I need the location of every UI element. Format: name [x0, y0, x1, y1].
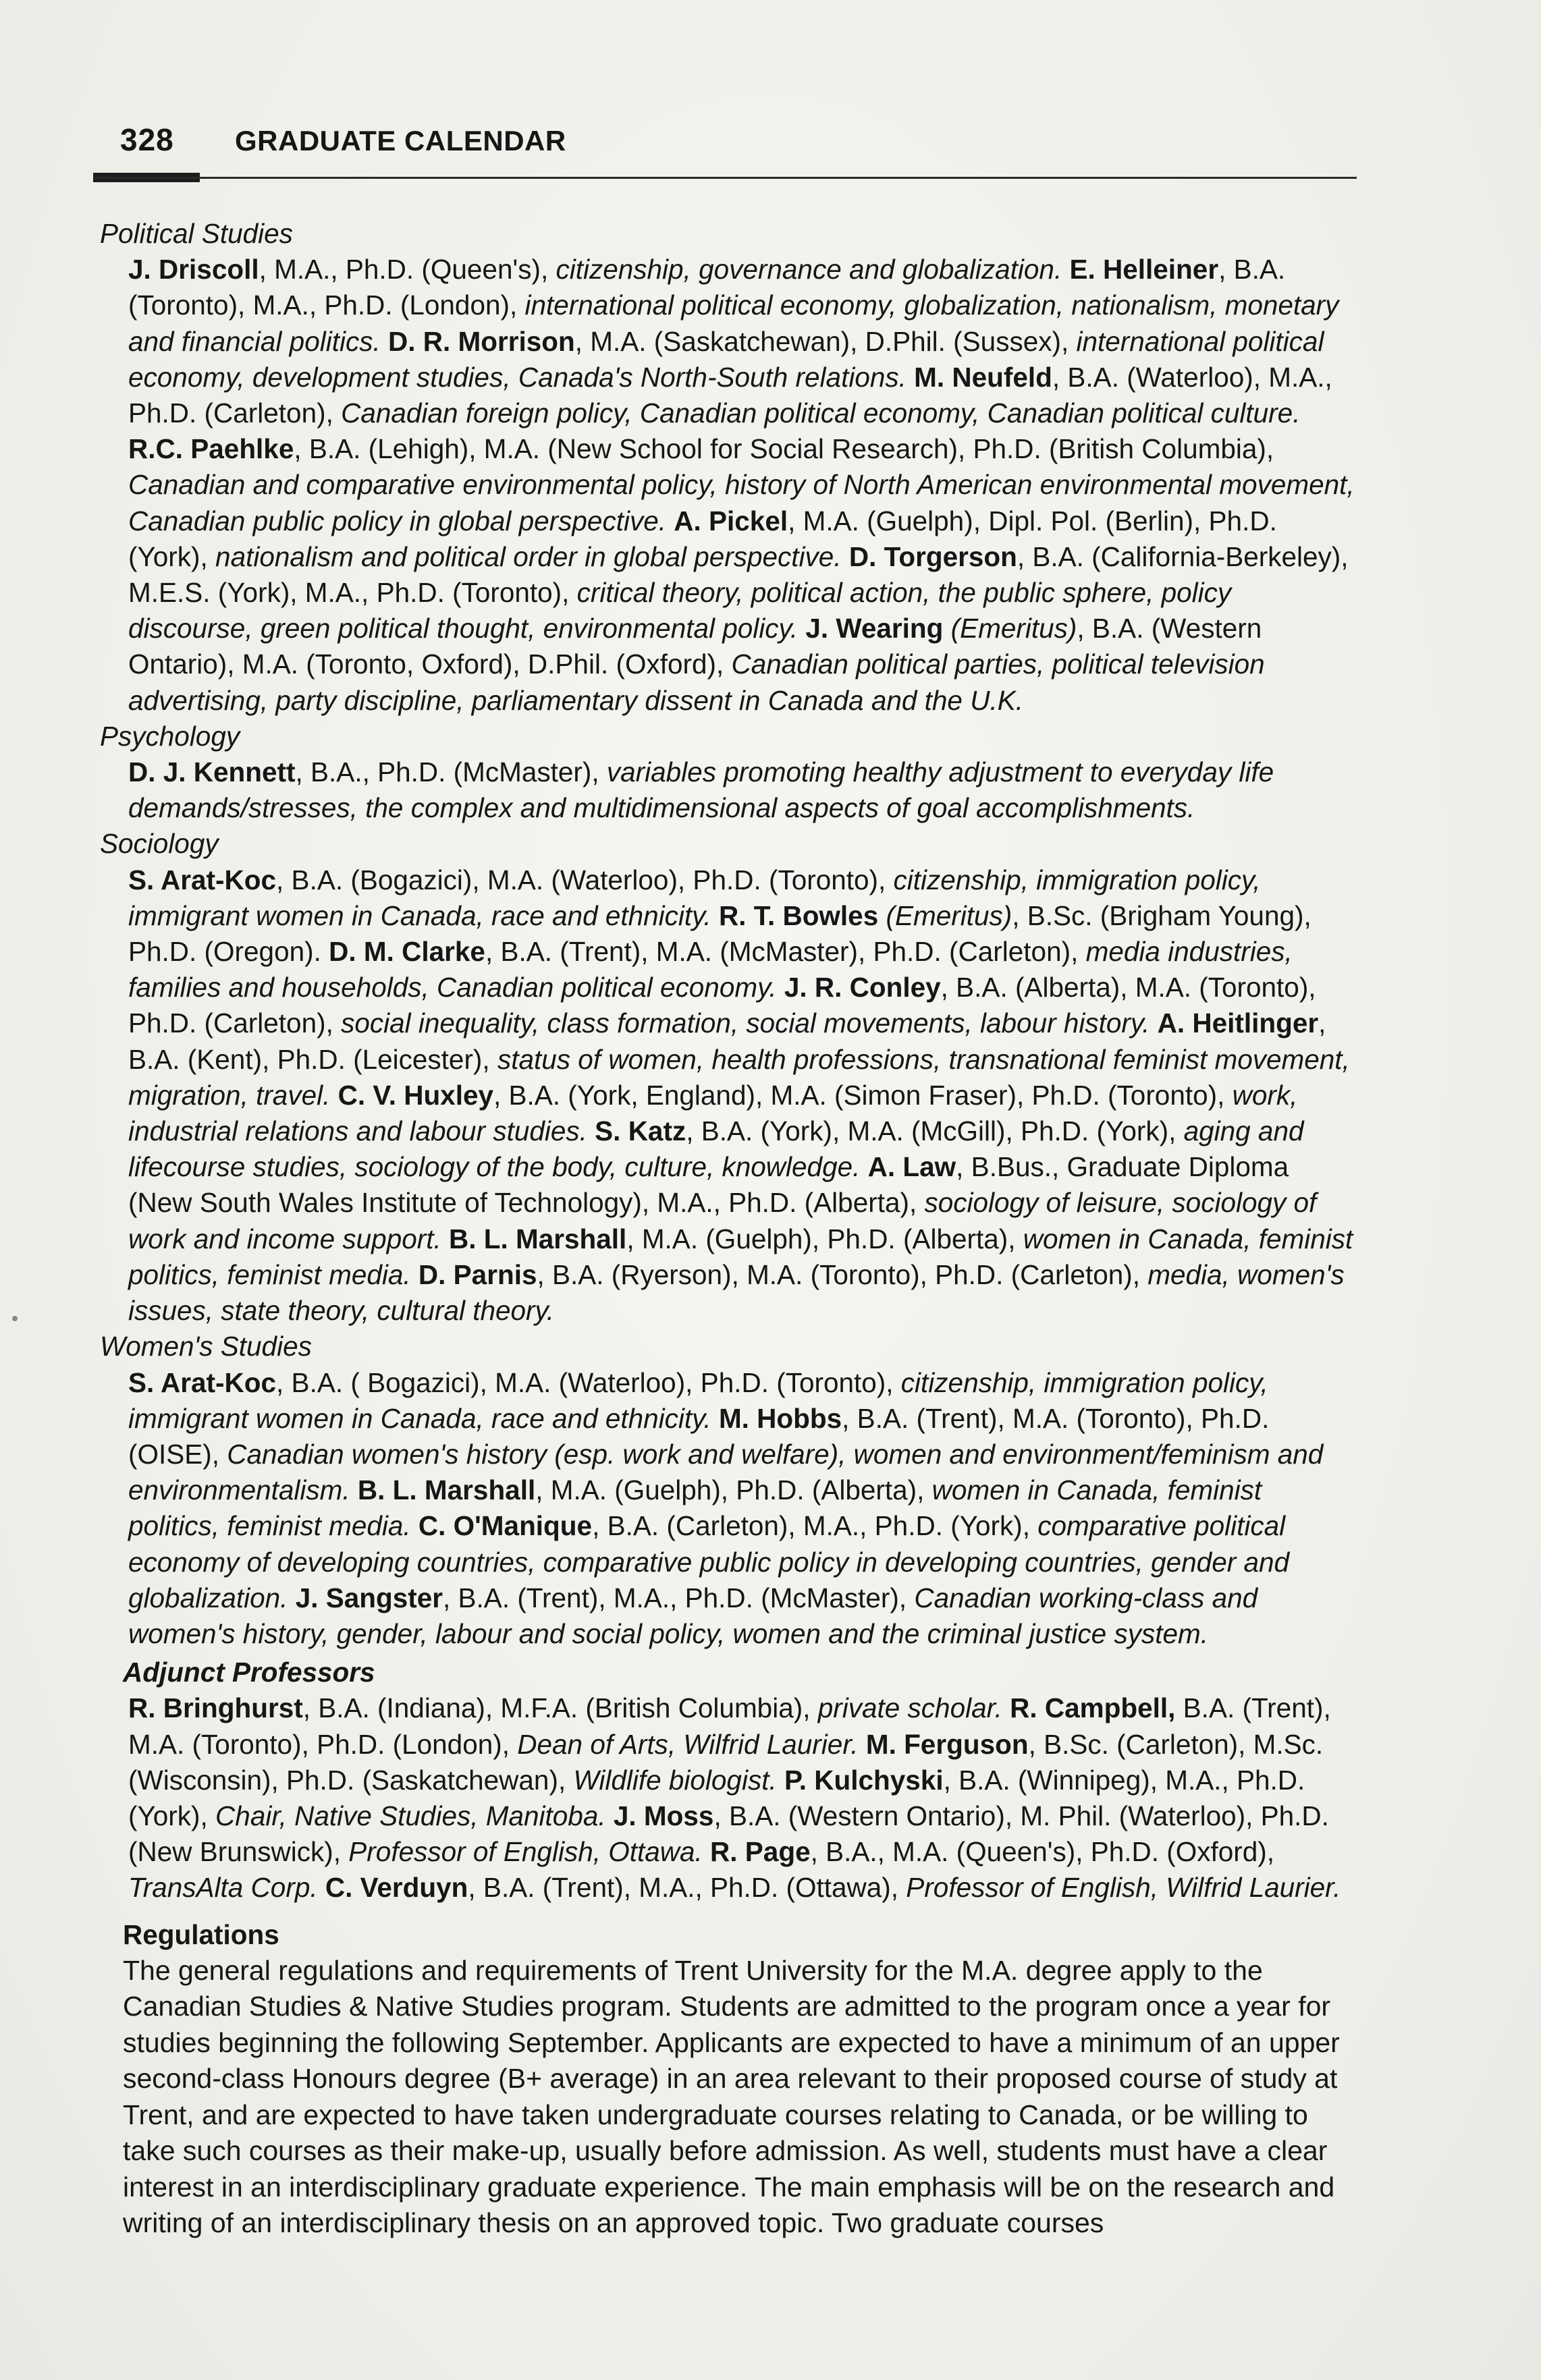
faculty-name: S. Katz [595, 1115, 686, 1147]
faculty-credentials: , B.A. (Ryerson), M.A. (Toronto), Ph.D. (Carleton), [537, 1258, 1148, 1290]
faculty-interests: media industries, families and households, Canadian political economy. [128, 936, 1293, 1003]
section-entries-adjunct [88, 1690, 1357, 1906]
faculty-interests: women in Canada, feminist politics, feminist media. [128, 1223, 1353, 1290]
faculty-interests: Canadian women's history (esp. work and welfare), women and environment/feminism and environmentalism. [128, 1438, 1324, 1506]
faculty-credentials: , B.A. (Trent), M.A. (McMaster), Ph.D. (Carleton), [485, 936, 1086, 968]
section-heading-political-studies: Political Studies [100, 218, 293, 249]
faculty-name: D. Parnis [418, 1258, 537, 1290]
faculty-name: C. Verduyn [325, 1872, 468, 1904]
faculty-credentials: , B.A. (Trent), M.A. (Toronto), Ph.D. (OISE), [128, 1402, 1270, 1470]
faculty-name: R. T. Bowles [718, 900, 879, 931]
regulations-paragraph: The general regulations and requirements of Trent University for the M.A. degree apply to the Canadian Studies & Native Studies program. Students are admitted to the program once a year for studies beginning the following September. Applicants are expected to have a minimum of an upper second-class Honours degree (B+ average) in an area relevant to their proposed course of study at Trent, and are expected to have taken undergraduate courses relating to Canada, or be willing to take such courses as their make-up, usually before admission. As well, students must have a clear interest in an interdisciplinary graduate experience. The main emphasis will be on the research and writing of an interdisciplinary thesis on an approved topic. Two graduate courses [123, 1954, 1340, 2239]
faculty-credentials: , B.Sc. (Brigham Young), Ph.D. (Oregon). [128, 900, 1312, 968]
faculty-interests: Professor of English, Ottawa. [348, 1836, 703, 1868]
faculty-credentials: , B.A. (Waterloo), M.A., Ph.D. (Carleton), [128, 361, 1332, 429]
faculty-credentials: , M.A. (Guelph), Ph.D. (Alberta), [535, 1474, 932, 1506]
faculty-name: E. Helleiner [1069, 254, 1219, 285]
faculty-entry [325, 1872, 1341, 1903]
section-entries-psychology [88, 754, 1357, 826]
faculty-name: A. Heitlinger [1157, 1007, 1319, 1039]
faculty-name: S. Arat-Koc [128, 864, 277, 895]
faculty-name: R.C. Paehlke [128, 433, 294, 465]
faculty-name: D. M. Clarke [329, 936, 485, 968]
emeritus-label: (Emeritus) [943, 613, 1077, 644]
faculty-credentials: , B.A. (Lehigh), M.A. (New School for Social Research), Ph.D. (British Columbia), [294, 433, 1274, 465]
faculty-credentials: , M.A. (Saskatchewan), D.Phil. (Sussex), [574, 325, 1077, 357]
faculty-name: M. Hobbs [718, 1402, 842, 1434]
faculty-interests: Dean of Arts, Wilfrid Laurier. [517, 1728, 859, 1760]
faculty-credentials: , B.Bus., Graduate Diploma (New South Wales Institute of Technology), M.A., Ph.D. (Alberta), [128, 1151, 1289, 1219]
faculty-interests: international political economy, globalization, nationalism, monetary and financial politics. [128, 289, 1339, 357]
faculty-interests: Wildlife biologist. [573, 1764, 777, 1796]
faculty-name: D. Torgerson [848, 541, 1017, 572]
faculty-interests: Canadian and comparative environmental policy, history of North American environmental movement, Canadian public policy in global perspective. [128, 469, 1355, 536]
faculty-credentials: , B.A. (Toronto), M.A., Ph.D. (London), [128, 254, 1286, 321]
faculty-interests: private scholar. [817, 1692, 1002, 1724]
faculty-credentials: , B.A. (Trent), M.A., Ph.D. (Ottawa), [468, 1872, 907, 1904]
section-entries-sociology [88, 862, 1357, 1329]
faculty-credentials: , M.A. (Guelph), Dipl. Pol. (Berlin), Ph.D. (York), [128, 505, 1277, 572]
faculty-name: A. Pickel [674, 505, 788, 536]
faculty-interests: social inequality, class formation, social movements, labour history. [341, 1007, 1150, 1039]
faculty-interests: comparative political economy of developing countries, comparative public policy in developing countries, gender and globalization. [128, 1510, 1290, 1613]
faculty-name: A. Law [867, 1151, 956, 1183]
faculty-listing [88, 216, 1357, 2242]
faculty-entry [128, 254, 1062, 285]
page-header [120, 121, 1355, 162]
faculty-credentials: , B.A. (California-Berkeley), M.E.S. (York), M.A., Ph.D. (Toronto), [128, 541, 1349, 609]
faculty-name: M. Ferguson [865, 1728, 1029, 1760]
faculty-name: B. L. Marshall [357, 1474, 536, 1506]
header-rule [93, 177, 1357, 179]
faculty-credentials: , B.A. (Bogazici), M.A. (Waterloo), Ph.D. (Toronto), [276, 864, 894, 895]
scan-speck [12, 1316, 18, 1321]
faculty-credentials: , B.A. (Trent), M.A., Ph.D. (McMaster), [443, 1582, 915, 1613]
faculty-name: J. Moss [613, 1800, 714, 1831]
faculty-name: C. O'Manique [418, 1510, 593, 1542]
faculty-credentials: , B.A. (Kent), Ph.D. (Leicester), [128, 1007, 1326, 1075]
faculty-name: J. Sangster [295, 1582, 443, 1613]
faculty-interests: international political economy, development studies, Canada's North-South relations. [128, 325, 1324, 393]
faculty-interests: aging and lifecourse studies, sociology of the body, culture, knowledge. [128, 1115, 1304, 1183]
section-heading-womens-studies: Women's Studies [100, 1331, 312, 1362]
faculty-name: S. Arat-Koc [128, 1366, 277, 1398]
faculty-name: J. Wearing [805, 613, 944, 644]
section-heading-adjunct-professors: Adjunct Professors [123, 1657, 375, 1688]
running-title: GRADUATE CALENDAR [235, 125, 566, 157]
faculty-name: J. R. Conley [784, 972, 941, 1003]
faculty-interests: Canadian political parties, political television advertising, party discipline, parliamentary dissent in Canada and the U.K. [128, 648, 1265, 716]
faculty-name: J. Driscoll [128, 254, 259, 285]
faculty-name: D. J. Kennett [128, 756, 296, 788]
faculty-interests: Canadian foreign policy, Canadian political economy, Canadian political culture. [341, 397, 1301, 429]
faculty-interests: nationalism and political order in global perspective. [215, 541, 842, 572]
faculty-credentials: , B.A., Ph.D. (McMaster), [295, 756, 607, 788]
faculty-name: P. Kulchyski [784, 1764, 944, 1796]
faculty-name: R. Campbell, [1010, 1692, 1176, 1724]
faculty-credentials: , M.A., Ph.D. (Queen's), [259, 254, 556, 285]
faculty-entry [128, 1582, 1258, 1649]
faculty-credentials: , B.A. (York, England), M.A. (Simon Fraser), Ph.D. (Toronto), [493, 1079, 1233, 1111]
faculty-interests: citizenship, immigration policy, immigrant women in Canada, race and ethnicity. [128, 1366, 1268, 1434]
faculty-entry [128, 756, 1274, 823]
faculty-interests: citizenship, governance and globalization. [556, 254, 1062, 285]
section-entries-womens-studies [88, 1365, 1357, 1653]
faculty-name: D. R. Morrison [387, 325, 575, 357]
faculty-name: M. Neufeld [914, 361, 1052, 393]
section-heading-sociology: Sociology [100, 828, 219, 860]
faculty-credentials: , B.A. (Winnipeg), M.A., Ph.D. (York), [128, 1764, 1305, 1831]
faculty-credentials: , B.A. (Alberta), M.A. (Toronto), Ph.D. (Carleton), [128, 972, 1316, 1039]
faculty-credentials: , B.A. (Indiana), M.F.A. (British Columbia), [302, 1692, 818, 1724]
faculty-interests: critical theory, political action, the public sphere, policy discourse, green political thought, environmental policy. [128, 577, 1232, 644]
faculty-credentials: , B.A. (Western Ontario), M. Phil. (Waterloo), Ph.D. (New Brunswick), [128, 1800, 1329, 1868]
faculty-interests: TransAlta Corp. [128, 1872, 318, 1904]
faculty-interests: variables promoting healthy adjustment to everyday life demands/stresses, the complex and multidimensional aspects of goal accomplishments. [128, 756, 1274, 824]
faculty-interests: Canadian working-class and women's history, gender, labour and social policy, women and the criminal justice system. [128, 1582, 1258, 1649]
section-entries-political-studies [88, 252, 1357, 719]
faculty-interests: Professor of English, Wilfrid Laurier. [906, 1872, 1341, 1904]
faculty-credentials: , B.Sc. (Carleton), M.Sc. (Wisconsin), Ph.D. (Saskatchewan), [128, 1728, 1324, 1796]
section-heading-psychology: Psychology [100, 720, 240, 752]
page-number: 328 [120, 122, 174, 157]
faculty-credentials: , B.A. (Western Ontario), M.A. (Toronto, Oxford), D.Phil. (Oxford), [128, 613, 1262, 680]
faculty-interests: Chair, Native Studies, Manitoba. [215, 1800, 606, 1831]
faculty-name: R. Page [710, 1836, 811, 1868]
faculty-credentials: B.A. (Trent), M.A. (Toronto), Ph.D. (London), [128, 1692, 1331, 1760]
faculty-interests: status of women, health professions, transnational feminist movement, migration, travel. [128, 1043, 1350, 1111]
emeritus-label: (Emeritus) [878, 900, 1012, 931]
faculty-interests: women in Canada, feminist politics, feminist media. [128, 1474, 1262, 1542]
faculty-name: C. V. Huxley [337, 1079, 494, 1111]
faculty-interests: sociology of leisure, sociology of work and income support. [128, 1187, 1317, 1254]
faculty-credentials: , B.A., M.A. (Queen's), Ph.D. (Oxford), [810, 1836, 1275, 1868]
faculty-interests: media, women's issues, state theory, cultural theory. [128, 1258, 1345, 1327]
faculty-credentials: , B.A. ( Bogazici), M.A. (Waterloo), Ph.D. (Toronto), [276, 1366, 901, 1398]
faculty-credentials: , M.A. (Guelph), Ph.D. (Alberta), [626, 1223, 1023, 1254]
faculty-credentials: , B.A. (York), M.A. (McGill), Ph.D. (York), [686, 1115, 1184, 1147]
faculty-entry [128, 1692, 1002, 1723]
faculty-credentials: , B.A. (Carleton), M.A., Ph.D. (York), [592, 1510, 1038, 1542]
faculty-interests: citizenship, immigration policy, immigrant women in Canada, race and ethnicity. [128, 864, 1261, 931]
faculty-name: B. L. Marshall [449, 1223, 627, 1254]
section-heading-regulations: Regulations [123, 1918, 279, 1950]
faculty-name: R. Bringhurst [128, 1692, 303, 1724]
faculty-interests: work, industrial relations and labour studies. [128, 1079, 1298, 1147]
